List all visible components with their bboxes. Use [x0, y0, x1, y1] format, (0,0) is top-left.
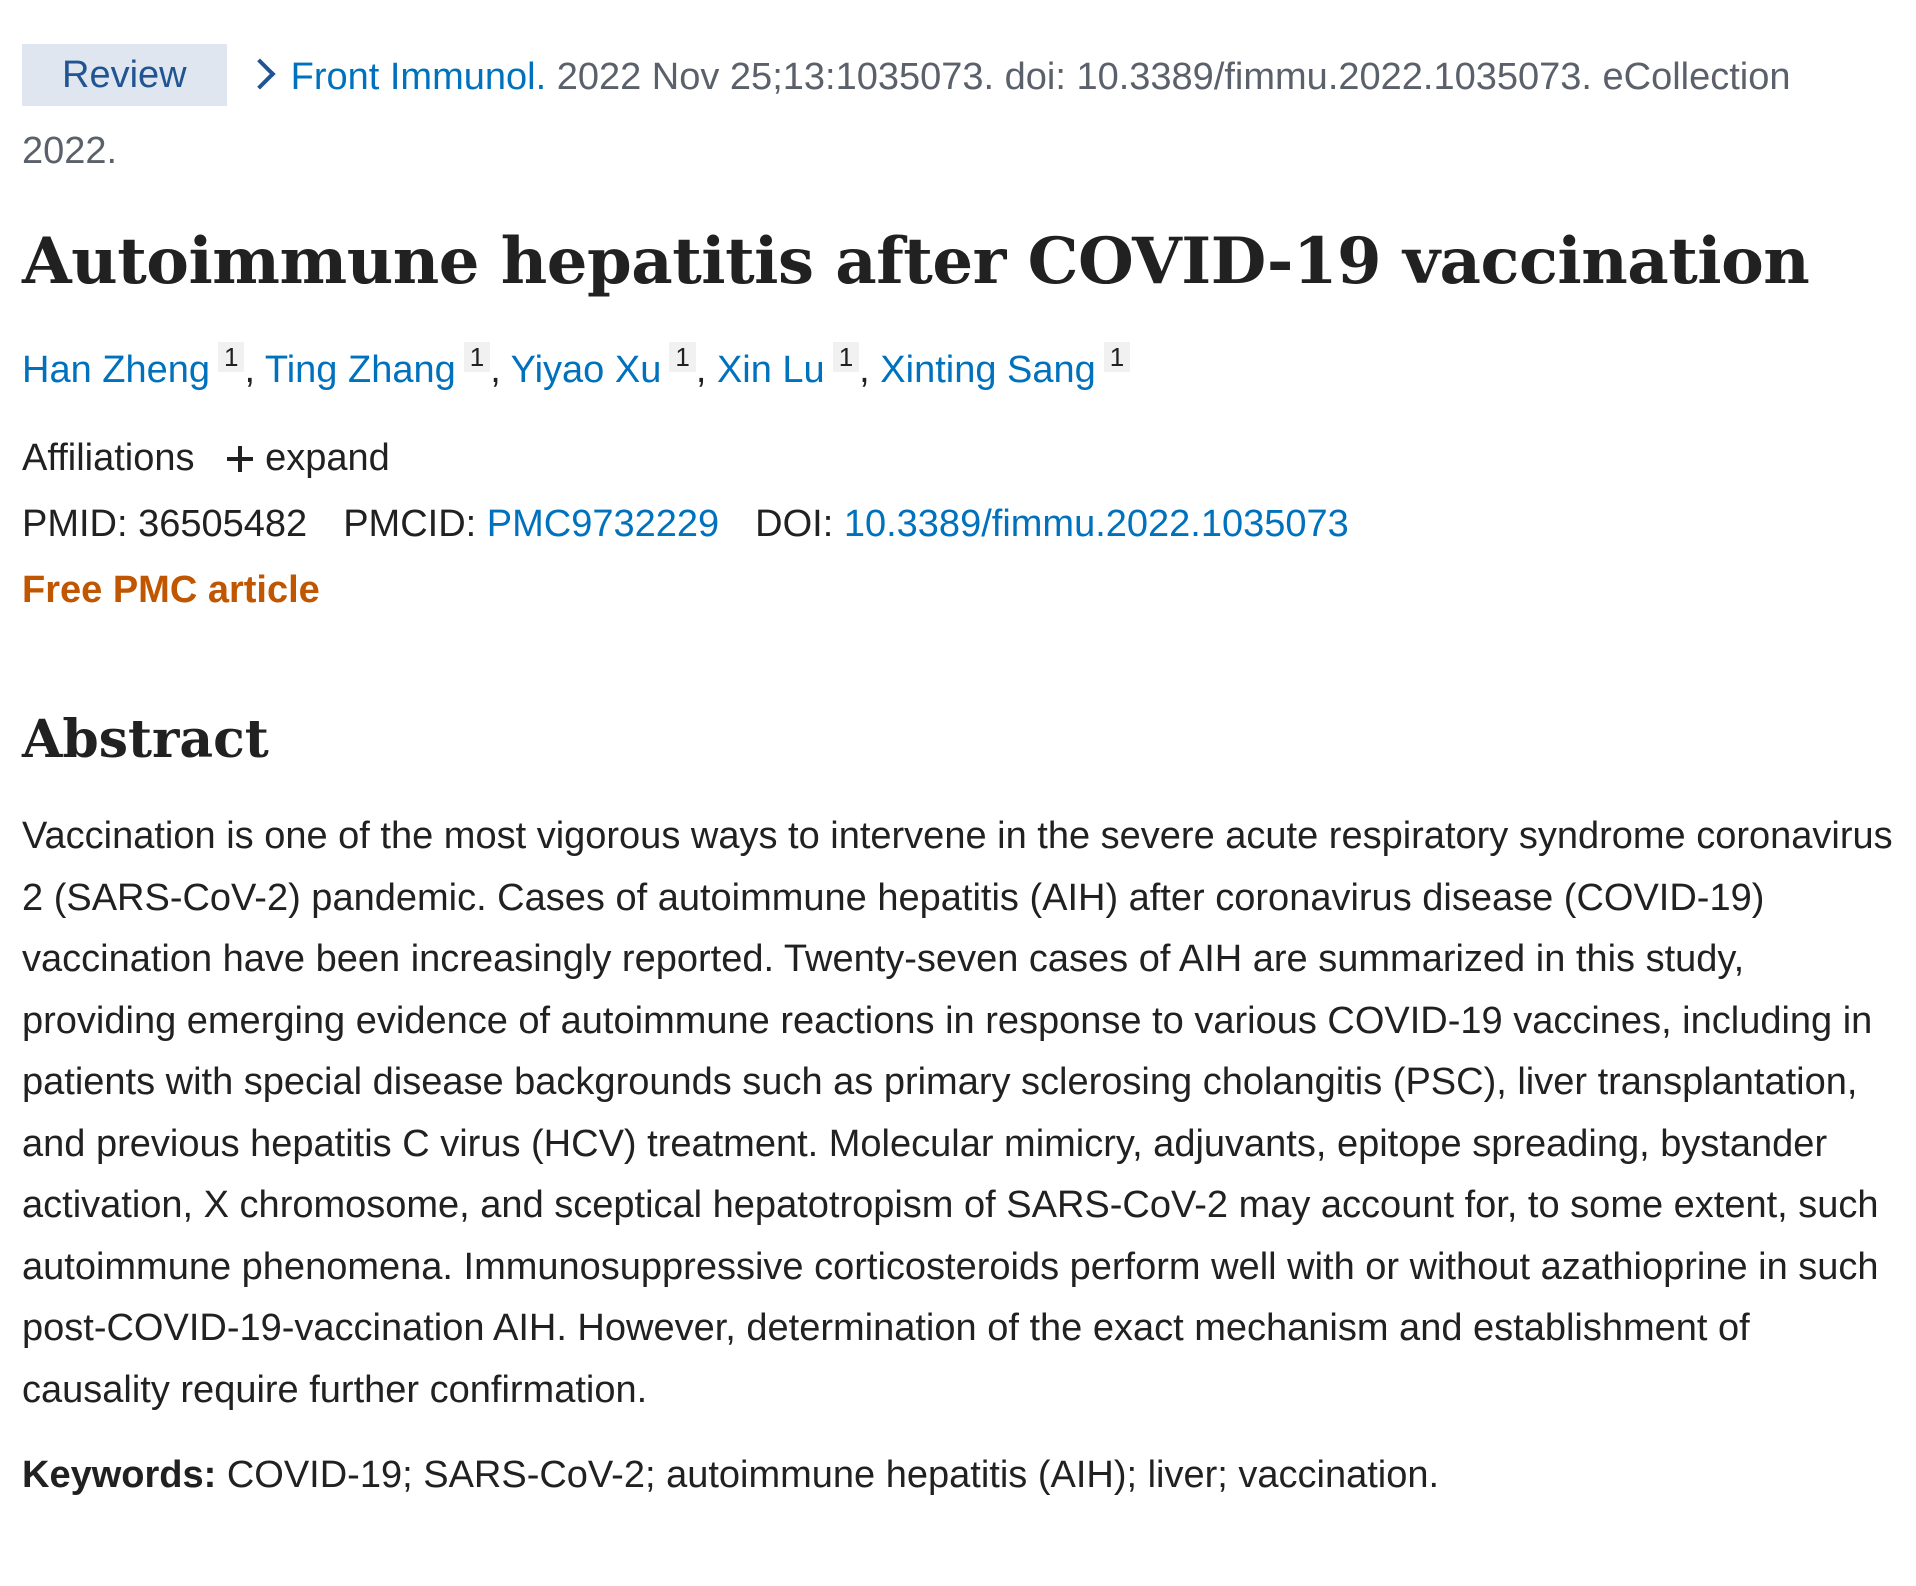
- keywords-value: COVID-19; SARS-CoV-2; autoimmune hepatitis (AIH); liver; vaccination.: [216, 1454, 1440, 1496]
- affiliations-label: Affiliations: [22, 437, 195, 479]
- pmid-label: PMID:: [22, 503, 128, 545]
- abstract-heading: Abstract: [22, 709, 269, 770]
- author-link[interactable]: Yiyao Xu: [510, 349, 662, 391]
- affiliations-row: [22, 434, 1916, 482]
- keywords-label: Keywords:: [22, 1454, 217, 1496]
- affiliation-ref[interactable]: 1: [464, 342, 490, 372]
- author-link[interactable]: Xinting Sang: [880, 349, 1096, 391]
- author-link[interactable]: Ting Zhang: [264, 349, 456, 391]
- author-link[interactable]: Xin Lu: [716, 349, 825, 391]
- pmcid-link[interactable]: PMC9732229: [486, 503, 720, 545]
- plus-icon: [227, 446, 253, 472]
- doi-link[interactable]: 10.3389/fimmu.2022.1035073: [843, 503, 1349, 545]
- abstract-text: Vaccination is one of the most vigorous ways to intervene in the severe acute respiratory syndrome coronavirus 2 (SARS-CoV-2) pandemic. Cases of autoimmune hepatitis (AIH) after coronavirus disease (COVID-19) vaccination have been increasingly reported. Twenty-seven cases of AIH are summarized in this study, providing emerging evidence of autoimmune reactions in response to various COVID-19 vaccines, including in patients with special disease backgrounds such as primary sclerosing cholangitis (PSC), liver transplantation, and previous hepatitis C virus (HCV) treatment. Molecular mimicry, adjuvants, epitope spreading, bystander activation, X chromosome, and sceptical hepatotropism of SARS-CoV-2 may account for, to some extent, such autoimmune phenomena. Immunosuppressive corticosteroids perform well with or without azathioprine in such post-COVID-19-vaccination AIH. However, determination of the exact mechanism and establishment of causality require further confirmation.: [22, 815, 1893, 1411]
- author-link[interactable]: Han Zheng: [22, 349, 211, 391]
- expand-label: expand: [265, 437, 390, 479]
- citation-line: [22, 40, 1882, 188]
- author-list: Han Zheng 1 , Ting Zhang 1 , Yiyao Xu 1 , Xin Lu 1 , Xinting Sang 1: [22, 342, 1916, 394]
- chevron-right-icon: [244, 58, 275, 89]
- expand-affiliations-button[interactable]: [227, 437, 390, 479]
- keywords-row: [22, 1447, 1916, 1503]
- doi-label: DOI:: [755, 503, 834, 545]
- affiliation-ref[interactable]: 1: [218, 342, 244, 372]
- article-title: Autoimmune hepatitis after COVID-19 vaccination: [22, 224, 1810, 299]
- journal-link[interactable]: Front Immunol.: [290, 56, 547, 98]
- affiliation-ref[interactable]: 1: [1104, 342, 1130, 372]
- free-pmc-article-badge: Free PMC article: [22, 569, 320, 611]
- pmid-value: 36505482: [138, 503, 308, 545]
- affiliation-ref[interactable]: 1: [833, 342, 859, 372]
- review-badge: Review: [22, 44, 227, 106]
- pmcid-label: PMCID:: [343, 503, 477, 545]
- citation-details: 2022 Nov 25;13:1035073. doi: 10.3389/fimmu.2022.1035073. eCollection 2022.: [22, 56, 1791, 172]
- identifiers-row: [22, 498, 1916, 550]
- affiliation-ref[interactable]: 1: [669, 342, 695, 372]
